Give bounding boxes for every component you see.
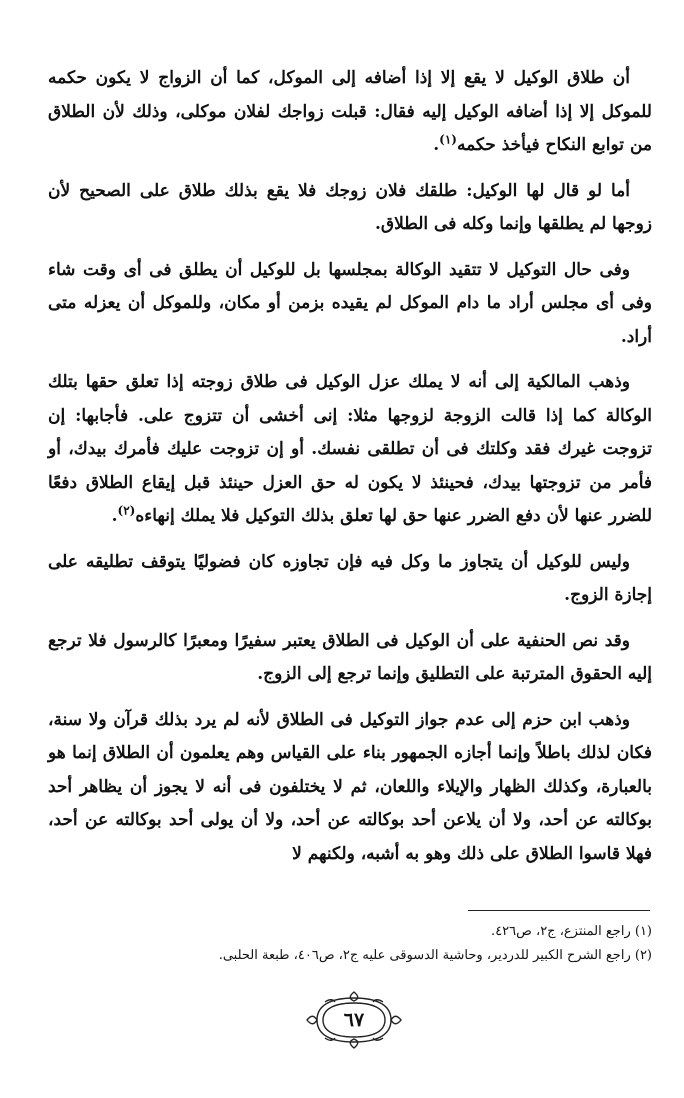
footnote-ref-2[interactable]: (٢) [117, 503, 136, 518]
main-text [48, 62, 652, 883]
paragraph-2 [48, 175, 652, 242]
page-number-ornament [303, 990, 405, 1050]
paragraph-2-text: أما لو قال لها الوكيل: طلقك فلان زوجك فلا يقع بذلك طلاق على الصحيح لأن زوجها لم يطلقها وإنما وكله فى الطلاق. [48, 180, 652, 234]
paragraph-7 [48, 704, 652, 872]
paragraph-6 [48, 625, 652, 692]
footnote-2: (٢) راجع الشرح الكبير للدردير، وحاشية الدسوقى عليه ج٢، ص٤٠٦، طبعة الحلبى. [218, 948, 652, 963]
paragraph-5-text: وليس للوكيل أن يتجاوز ما وكل فيه فإن تجاوزه كان فضوليًا يتوقف تطليقه على إجازة الزوج. [48, 551, 652, 605]
paragraph-3 [48, 254, 652, 355]
paragraph-4-text: وذهب المالكية إلى أنه لا يملك عزل الوكيل فى طلاق زوجته إذا تعلق حقها بتلك الوكالة كما إذا قالت الزوجة لزوجها مثلا: إنى أخشى أن تتزوج على. فأجابها: إن تزوجت غيرك فقد وكلتك فى أن تطلقى نفسك. أو إن تزوجت عليك فأمرك بيدك، أو فأمر من تزوجتها بيدك، فحينئذ لا يكون له حق العزل حينئذ قبل إيقاع الطلاق دفعًا للضرر عنها لأن دفع الضرر عنها حق لها تعلق بذلك التوكيل فلا يملك إنهاءه [48, 372, 652, 526]
page-number: ٦٧ [343, 1009, 365, 1031]
paragraph-1-tail: . [433, 135, 440, 155]
paragraph-3-text: وفى حال التوكيل لا تتقيد الوكالة بمجلسها بل للوكيل أن يطلق فى أى وقت شاء وفى أى مجلس أراد ما دام الموكل لم يقيده بزمن أو مكان، وللموكل أن يعزله متى أراد. [48, 259, 652, 347]
footnote-1: (١) راجع المنتزع، ج٢، ص٤٢٦. [491, 924, 652, 939]
footnote-divider [468, 910, 650, 911]
paragraph-5 [48, 546, 652, 613]
paragraph-4-tail: . [111, 506, 118, 526]
paragraph-6-text: وقد نص الحنفية على أن الوكيل فى الطلاق يعتبر سفيرًا ومعبرًا كالرسول فلا ترجع إليه الحقوق المترتبة على التطليق وإنما ترجع إلى الزوج. [48, 630, 652, 684]
paragraph-1 [48, 62, 652, 163]
footnote-ref-1[interactable]: (١) [439, 132, 457, 147]
paragraph-4 [48, 366, 652, 534]
paragraph-1-text: أن طلاق الوكيل لا يقع إلا إذا أضافه إلى الموكل، كما أن الزواج لا يكون حكمه للموكل إلا إذا أضافه الوكيل إليه فقال: قبلت زواجك لفلان موكلى، وذلك لأن الطلاق من توابع النكاح فيأخذ حكمه [48, 68, 652, 155]
paragraph-7-text: وذهب ابن حزم إلى عدم جواز التوكيل فى الطلاق لأنه لم يرد بذلك قرآن ولا سنة، فكان لذلك باطلاً وإنما أجازه الجمهور بناء على القياس وهم يعلمون أن الطلاق إنما هو بالعبارة، وكذلك الظهار والإيلاء واللعان، ثم لا يختلفون فى أنه لا يجوز أن يظاهر أحد بوكالته عن أحد، ولا أن يلاعن أحد بوكالته عن أحد، ولا أن يولى أحد بوكالته عن أحد، فهلا قاسوا الطلاق على ذلك وهو به أشبه، ولكنهم لا [48, 709, 652, 864]
footnotes [48, 920, 652, 968]
